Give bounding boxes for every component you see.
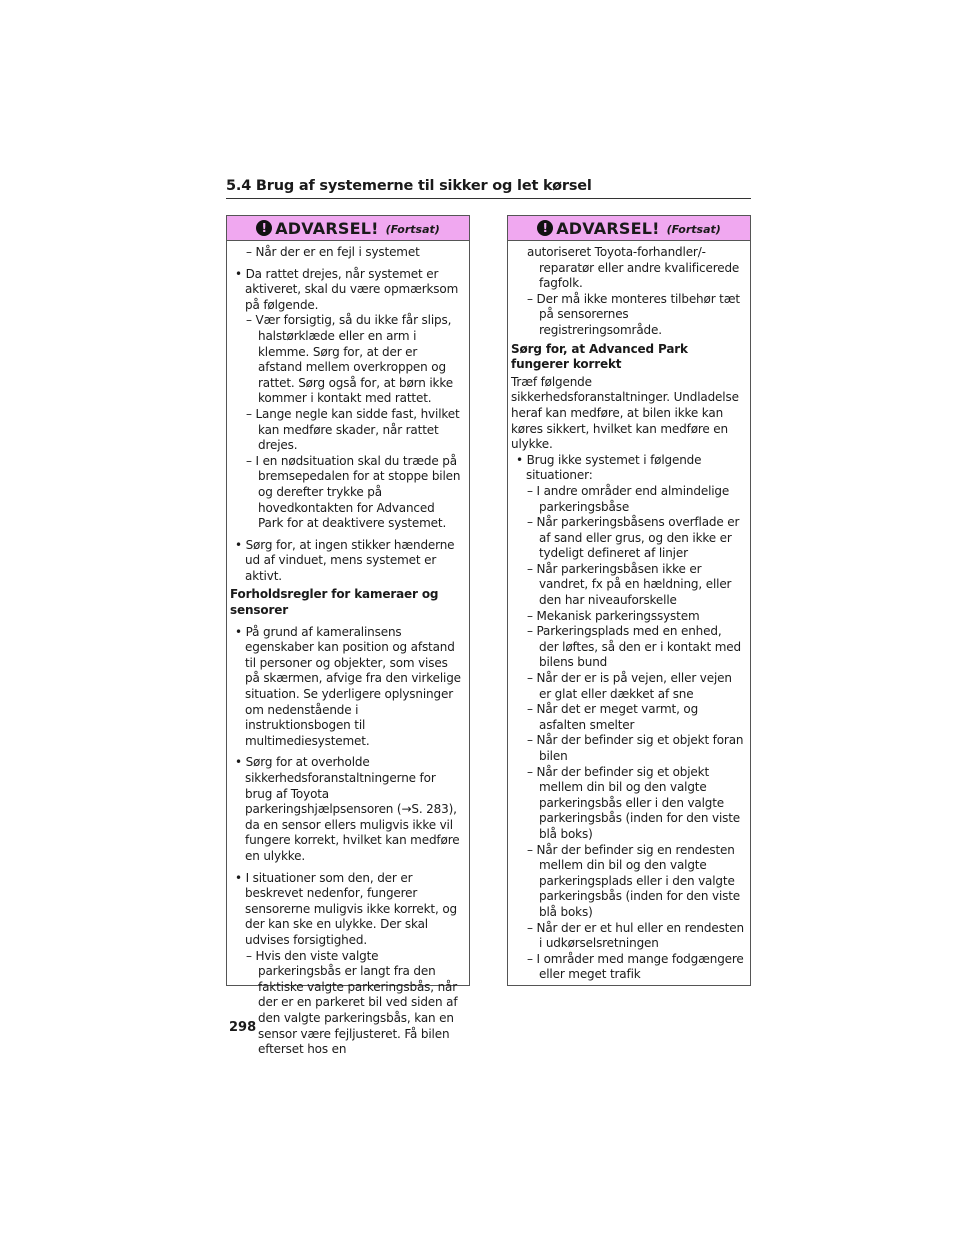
dash-item: – Når der er en fejl i systemet [246,245,420,259]
warning-label: ADVARSEL! [275,218,379,238]
warning-label: ADVARSEL! [556,218,660,238]
warning-box-right [507,215,751,986]
warning-content-right [508,241,750,983]
dash-item: – Der må ikke monteres tilbehør tæt på sensorernes registreringsområde. [527,291,740,337]
bullet-item: • I situationer som den, der er beskrevet nedenfor, fungerer sensorerne muligvis ikke korrekt, og der kan ske en ulykke. Der skal udvises forsigtighed. [235,870,457,947]
dash-item: – Lange negle kan sidde fast, hvilket kan medføre skader, når rattet drejes. [246,406,460,453]
dash-item: – Parkeringsplads med en enhed, der løftes, så den er i kontakt med bilens bund [527,624,741,670]
dash-item: – Når der er is på vejen, eller vejen er glat eller dækket af sne [527,671,732,701]
section-title: 5.4 Brug af systemerne til sikker og let kørsel [226,178,751,199]
dash-item: – Mekanisk parkeringssystem [527,608,700,623]
dash-item: – I områder med mange fodgængere eller meget trafik [527,951,744,982]
dash-item: – Vær forsigtig, så du ikke får slips, halstørklæde eller en arm i klemme. Sørg for, at der er afstand mellem overkroppen og rattet. Sørg også for, at børn ikke kommer i kontakt med rattet. [246,313,453,406]
warning-header [227,216,469,241]
dash-item: – Når parkeringsbåsen ikke er vandret, fx på en hældning, eller den har niveauforskelle [527,561,732,608]
dash-item: – I andre områder end almindelige parkeringsbåse [527,483,730,514]
bullet-item: • Sørg for, at ingen stikker hænderne ud af vinduet, mens systemet er aktivt. [235,537,455,583]
subheading: Forholdsregler for kameraer og sensorer [230,587,439,618]
paragraph: Træf følgende sikkerhedsforanstaltninger. Undladelse heraf kan medføre, at bilen ikke kan køres sikkert, hvilket kan medføre en ulykke. [511,374,739,452]
bullet-item: • På grund af kameralinsens egenskaber kan position og afstand til personer og objekter, som vises på skærmen, afvige fra den virkelige situation. Se yderligere oplysninger om nedenstående i instruktionsbogen til multimediesystemet. [235,624,461,748]
subheading: Sørg for, at Advanced Park fungerer korrekt [511,341,688,372]
dash-item: – Når parkeringsbåsens overflade er af sand eller grus, og den ikke er tydeligt defineret af linjer [527,515,740,561]
dash-item: – Når der befinder sig en rendesten mellem din bil og den valgte parkeringsplads eller i den valgte parkeringsbås (inden for den viste blå boks) [527,842,741,919]
dash-item: autoriseret Toyota-forhandler/-reparatør eller andre kvalificerede fagfolk. [527,245,740,291]
bullet-item: • Sørg for at overholde sikkerhedsforanstaltningerne for brug af Toyota parkeringshjælpsensoren (→S. 283), da en sensor ellers muligvis ikke vil fungere korrekt, hvilket kan medføre en ulykke. [235,755,460,863]
warning-header [508,216,750,241]
dash-item: – Når det er meget varmt, og asfalten smelter [527,702,699,732]
dash-item: – Når der befinder sig et objekt foran bilen [527,733,744,763]
dash-item: – Når der er et hul eller en rendesten i udkørselsretningen [527,920,744,951]
warning-continued: (Fortsat) [666,223,721,236]
dash-item: – I en nødsituation skal du træde på bremsepedalen for at stoppe bilen og derefter trykke på hovedkontakten for Advanced Park for at deaktivere systemet. [246,453,461,531]
warning-continued: (Fortsat) [385,223,440,236]
dash-item: – Når der befinder sig et objekt mellem din bil og den valgte parkeringsbås eller i den valgte parkeringsbås (inden for den viste blå boks) [527,764,741,841]
dash-item: – Hvis den viste valgte parkeringsbås er langt fra den faktiske valgte parkeringsbås, når der er en parkeret bil ved siden af den valgte parkeringsbås, kan en sensor være fejljusteret. Få bilen efterset hos en [246,948,458,1057]
page-number: 298 [229,1020,257,1035]
bullet-item: • Brug ikke systemet i følgende situationer: [516,452,702,483]
bullet-item: • Da rattet drejes, når systemet er aktiveret, skal du være opmærksom på følgende. [235,266,459,312]
warning-icon: ! [256,220,272,236]
warning-icon: ! [537,220,553,236]
warning-content-left [227,241,469,1058]
